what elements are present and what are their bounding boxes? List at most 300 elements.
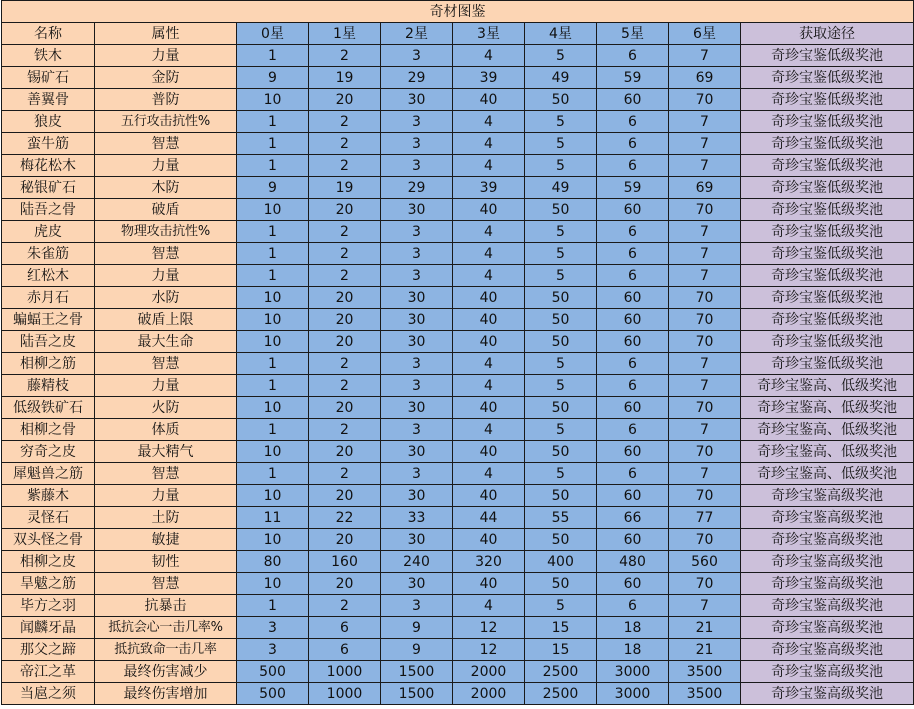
attribute-cell: 破盾上限 xyxy=(95,309,237,331)
star-0-value-cell: 9 xyxy=(237,177,309,199)
material-name-cell: 锡矿石 xyxy=(2,67,95,89)
star-3-value-cell: 40 xyxy=(453,331,525,353)
star-5-value-cell: 60 xyxy=(597,331,669,353)
star-4-value-cell: 5 xyxy=(525,221,597,243)
star-1-value-cell: 2 xyxy=(309,133,381,155)
table-row xyxy=(2,507,914,529)
star-3-value-cell: 2000 xyxy=(453,683,525,705)
source-cell: 奇珍宝鉴低级奖池 xyxy=(741,287,914,309)
star-0-value-cell: 1 xyxy=(237,155,309,177)
star-0-value-cell: 1 xyxy=(237,419,309,441)
table-row xyxy=(2,111,914,133)
table-row xyxy=(2,199,914,221)
star-6-value-cell: 21 xyxy=(669,639,741,661)
source-cell: 奇珍宝鉴低级奖池 xyxy=(741,45,914,67)
material-name-cell: 善翼骨 xyxy=(2,89,95,111)
material-name-cell: 朱雀筋 xyxy=(2,243,95,265)
material-name-cell: 相柳之骨 xyxy=(2,419,95,441)
star-5-value-cell: 6 xyxy=(597,243,669,265)
table-row xyxy=(2,133,914,155)
star-5-value-cell: 18 xyxy=(597,639,669,661)
star-3-value-cell: 39 xyxy=(453,177,525,199)
star-2-value-cell: 1500 xyxy=(381,683,453,705)
star-1-value-cell: 6 xyxy=(309,639,381,661)
star-3-value-cell: 4 xyxy=(453,221,525,243)
star-6-value-cell: 7 xyxy=(669,243,741,265)
star-3-value-cell: 4 xyxy=(453,111,525,133)
star-4-value-cell: 50 xyxy=(525,485,597,507)
material-name-cell: 那父之蹄 xyxy=(2,639,95,661)
star-5-value-cell: 66 xyxy=(597,507,669,529)
attribute-cell: 物理攻击抗性% xyxy=(95,221,237,243)
star-4-value-cell: 15 xyxy=(525,617,597,639)
star-2-value-cell: 29 xyxy=(381,177,453,199)
star-3-value-cell: 4 xyxy=(453,155,525,177)
star-4-value-cell: 50 xyxy=(525,309,597,331)
material-name-cell: 旱魃之筋 xyxy=(2,573,95,595)
star-0-value-cell: 10 xyxy=(237,331,309,353)
table-row xyxy=(2,243,914,265)
star-5-value-cell: 6 xyxy=(597,375,669,397)
star-3-value-cell: 4 xyxy=(453,595,525,617)
star-4-value-cell: 50 xyxy=(525,573,597,595)
star-2-value-cell: 30 xyxy=(381,529,453,551)
attribute-cell: 力量 xyxy=(95,375,237,397)
star-3-value-cell: 4 xyxy=(453,463,525,485)
star-3-value-cell: 4 xyxy=(453,243,525,265)
star-4-value-cell: 15 xyxy=(525,639,597,661)
star-4-value-cell: 2500 xyxy=(525,683,597,705)
star-5-value-cell: 3000 xyxy=(597,683,669,705)
star-4-value-cell: 5 xyxy=(525,353,597,375)
star-1-value-cell: 2 xyxy=(309,463,381,485)
star-6-value-cell: 7 xyxy=(669,45,741,67)
star-1-value-cell: 2 xyxy=(309,111,381,133)
star-1-value-cell: 2 xyxy=(309,265,381,287)
star-3-value-cell: 4 xyxy=(453,353,525,375)
star-6-value-cell: 7 xyxy=(669,463,741,485)
table-row xyxy=(2,661,914,683)
source-cell: 奇珍宝鉴低级奖池 xyxy=(741,199,914,221)
star-3-value-cell: 4 xyxy=(453,375,525,397)
star-5-value-cell: 6 xyxy=(597,155,669,177)
star-4-value-cell: 2500 xyxy=(525,661,597,683)
table-row xyxy=(2,639,914,661)
star-1-value-cell: 2 xyxy=(309,155,381,177)
star-1-value-cell: 1000 xyxy=(309,661,381,683)
material-name-cell: 赤月石 xyxy=(2,287,95,309)
attribute-cell: 力量 xyxy=(95,265,237,287)
star-3-value-cell: 40 xyxy=(453,199,525,221)
star-0-value-cell: 1 xyxy=(237,111,309,133)
table-row xyxy=(2,155,914,177)
table-title: 奇材图鉴 xyxy=(2,1,914,23)
star-5-value-cell: 6 xyxy=(597,353,669,375)
star-4-value-cell: 5 xyxy=(525,595,597,617)
star-3-value-cell: 40 xyxy=(453,309,525,331)
star-0-value-cell: 10 xyxy=(237,529,309,551)
star-5-value-cell: 3000 xyxy=(597,661,669,683)
star-2-value-cell: 3 xyxy=(381,353,453,375)
header-star-5: 5星 xyxy=(597,23,669,45)
star-1-value-cell: 160 xyxy=(309,551,381,573)
star-4-value-cell: 49 xyxy=(525,67,597,89)
star-0-value-cell: 1 xyxy=(237,243,309,265)
source-cell: 奇珍宝鉴高级奖池 xyxy=(741,551,914,573)
table-row xyxy=(2,595,914,617)
star-3-value-cell: 12 xyxy=(453,639,525,661)
star-5-value-cell: 60 xyxy=(597,199,669,221)
star-1-value-cell: 2 xyxy=(309,419,381,441)
star-6-value-cell: 7 xyxy=(669,265,741,287)
attribute-cell: 智慧 xyxy=(95,243,237,265)
star-2-value-cell: 3 xyxy=(381,265,453,287)
star-0-value-cell: 80 xyxy=(237,551,309,573)
star-4-value-cell: 5 xyxy=(525,419,597,441)
star-3-value-cell: 4 xyxy=(453,133,525,155)
star-4-value-cell: 55 xyxy=(525,507,597,529)
star-2-value-cell: 3 xyxy=(381,243,453,265)
material-name-cell: 帝江之革 xyxy=(2,661,95,683)
attribute-cell: 金防 xyxy=(95,67,237,89)
star-3-value-cell: 40 xyxy=(453,441,525,463)
star-6-value-cell: 70 xyxy=(669,573,741,595)
table-row xyxy=(2,683,914,705)
source-cell: 奇珍宝鉴高、低级奖池 xyxy=(741,397,914,419)
source-cell: 奇珍宝鉴高级奖池 xyxy=(741,683,914,705)
star-2-value-cell: 1500 xyxy=(381,661,453,683)
material-name-cell: 毕方之羽 xyxy=(2,595,95,617)
star-6-value-cell: 70 xyxy=(669,441,741,463)
attribute-cell: 火防 xyxy=(95,397,237,419)
star-1-value-cell: 19 xyxy=(309,67,381,89)
table-row xyxy=(2,573,914,595)
star-5-value-cell: 6 xyxy=(597,111,669,133)
star-2-value-cell: 3 xyxy=(381,463,453,485)
star-0-value-cell: 1 xyxy=(237,375,309,397)
star-6-value-cell: 7 xyxy=(669,221,741,243)
star-4-value-cell: 50 xyxy=(525,331,597,353)
star-5-value-cell: 60 xyxy=(597,573,669,595)
star-2-value-cell: 30 xyxy=(381,573,453,595)
star-6-value-cell: 3500 xyxy=(669,661,741,683)
star-1-value-cell: 20 xyxy=(309,287,381,309)
header-attr: 属性 xyxy=(95,23,237,45)
star-6-value-cell: 3500 xyxy=(669,683,741,705)
star-0-value-cell: 1 xyxy=(237,595,309,617)
attribute-cell: 力量 xyxy=(95,485,237,507)
star-1-value-cell: 2 xyxy=(309,375,381,397)
star-5-value-cell: 6 xyxy=(597,45,669,67)
star-5-value-cell: 6 xyxy=(597,463,669,485)
star-2-value-cell: 240 xyxy=(381,551,453,573)
attribute-cell: 力量 xyxy=(95,155,237,177)
star-5-value-cell: 60 xyxy=(597,529,669,551)
table-row xyxy=(2,353,914,375)
header-star-0: 0星 xyxy=(237,23,309,45)
star-0-value-cell: 1 xyxy=(237,353,309,375)
material-name-cell: 穷奇之皮 xyxy=(2,441,95,463)
star-6-value-cell: 7 xyxy=(669,133,741,155)
material-name-cell: 当扈之须 xyxy=(2,683,95,705)
table-row xyxy=(2,265,914,287)
star-4-value-cell: 400 xyxy=(525,551,597,573)
source-cell: 奇珍宝鉴高级奖池 xyxy=(741,485,914,507)
star-1-value-cell: 22 xyxy=(309,507,381,529)
attribute-cell: 破盾 xyxy=(95,199,237,221)
material-name-cell: 梅花松木 xyxy=(2,155,95,177)
star-4-value-cell: 5 xyxy=(525,155,597,177)
source-cell: 奇珍宝鉴高级奖池 xyxy=(741,639,914,661)
star-2-value-cell: 29 xyxy=(381,67,453,89)
header-star-1: 1星 xyxy=(309,23,381,45)
source-cell: 奇珍宝鉴低级奖池 xyxy=(741,221,914,243)
source-cell: 奇珍宝鉴低级奖池 xyxy=(741,331,914,353)
material-name-cell: 陆吾之骨 xyxy=(2,199,95,221)
star-1-value-cell: 20 xyxy=(309,199,381,221)
star-0-value-cell: 10 xyxy=(237,573,309,595)
star-2-value-cell: 3 xyxy=(381,419,453,441)
star-1-value-cell: 2 xyxy=(309,45,381,67)
star-0-value-cell: 10 xyxy=(237,309,309,331)
header-star-6: 6星 xyxy=(669,23,741,45)
star-2-value-cell: 9 xyxy=(381,639,453,661)
star-2-value-cell: 3 xyxy=(381,595,453,617)
star-0-value-cell: 10 xyxy=(237,199,309,221)
star-4-value-cell: 50 xyxy=(525,397,597,419)
table-row xyxy=(2,529,914,551)
table-row xyxy=(2,375,914,397)
table-row xyxy=(2,331,914,353)
star-5-value-cell: 60 xyxy=(597,441,669,463)
star-1-value-cell: 20 xyxy=(309,397,381,419)
star-2-value-cell: 30 xyxy=(381,309,453,331)
source-cell: 奇珍宝鉴高、低级奖池 xyxy=(741,375,914,397)
header-name: 名称 xyxy=(2,23,95,45)
material-name-cell: 陆吾之皮 xyxy=(2,331,95,353)
star-2-value-cell: 3 xyxy=(381,111,453,133)
material-name-cell: 犀魁兽之筋 xyxy=(2,463,95,485)
star-1-value-cell: 6 xyxy=(309,617,381,639)
star-3-value-cell: 12 xyxy=(453,617,525,639)
source-cell: 奇珍宝鉴低级奖池 xyxy=(741,67,914,89)
star-3-value-cell: 40 xyxy=(453,573,525,595)
star-1-value-cell: 2 xyxy=(309,353,381,375)
material-name-cell: 秘银矿石 xyxy=(2,177,95,199)
star-5-value-cell: 480 xyxy=(597,551,669,573)
star-1-value-cell: 2 xyxy=(309,595,381,617)
source-cell: 奇珍宝鉴高级奖池 xyxy=(741,617,914,639)
star-5-value-cell: 60 xyxy=(597,397,669,419)
header-source: 获取途径 xyxy=(741,23,914,45)
attribute-cell: 最终伤害减少 xyxy=(95,661,237,683)
star-3-value-cell: 4 xyxy=(453,45,525,67)
attribute-cell: 水防 xyxy=(95,287,237,309)
star-6-value-cell: 70 xyxy=(669,397,741,419)
star-5-value-cell: 18 xyxy=(597,617,669,639)
star-0-value-cell: 3 xyxy=(237,639,309,661)
star-5-value-cell: 6 xyxy=(597,133,669,155)
table-row xyxy=(2,419,914,441)
star-0-value-cell: 1 xyxy=(237,463,309,485)
table-row xyxy=(2,485,914,507)
source-cell: 奇珍宝鉴高级奖池 xyxy=(741,507,914,529)
table-row xyxy=(2,309,914,331)
header-row xyxy=(2,23,914,45)
source-cell: 奇珍宝鉴低级奖池 xyxy=(741,111,914,133)
attribute-cell: 最大精气 xyxy=(95,441,237,463)
material-name-cell: 紫藤木 xyxy=(2,485,95,507)
star-1-value-cell: 20 xyxy=(309,485,381,507)
attribute-cell: 智慧 xyxy=(95,353,237,375)
star-2-value-cell: 3 xyxy=(381,155,453,177)
attribute-cell: 最终伤害增加 xyxy=(95,683,237,705)
table-row xyxy=(2,67,914,89)
source-cell: 奇珍宝鉴高、低级奖池 xyxy=(741,419,914,441)
star-1-value-cell: 20 xyxy=(309,441,381,463)
star-2-value-cell: 9 xyxy=(381,617,453,639)
star-6-value-cell: 7 xyxy=(669,419,741,441)
star-2-value-cell: 30 xyxy=(381,287,453,309)
star-4-value-cell: 5 xyxy=(525,243,597,265)
star-6-value-cell: 70 xyxy=(669,89,741,111)
table-row xyxy=(2,617,914,639)
star-0-value-cell: 1 xyxy=(237,45,309,67)
star-0-value-cell: 10 xyxy=(237,485,309,507)
star-6-value-cell: 70 xyxy=(669,199,741,221)
source-cell: 奇珍宝鉴高、低级奖池 xyxy=(741,441,914,463)
star-2-value-cell: 3 xyxy=(381,45,453,67)
star-3-value-cell: 4 xyxy=(453,419,525,441)
source-cell: 奇珍宝鉴低级奖池 xyxy=(741,89,914,111)
star-3-value-cell: 40 xyxy=(453,287,525,309)
star-1-value-cell: 20 xyxy=(309,529,381,551)
star-1-value-cell: 20 xyxy=(309,573,381,595)
star-4-value-cell: 5 xyxy=(525,133,597,155)
star-0-value-cell: 10 xyxy=(237,441,309,463)
star-6-value-cell: 560 xyxy=(669,551,741,573)
header-star-4: 4星 xyxy=(525,23,597,45)
source-cell: 奇珍宝鉴高级奖池 xyxy=(741,595,914,617)
star-4-value-cell: 5 xyxy=(525,375,597,397)
star-6-value-cell: 7 xyxy=(669,375,741,397)
source-cell: 奇珍宝鉴高级奖池 xyxy=(741,529,914,551)
star-2-value-cell: 3 xyxy=(381,375,453,397)
attribute-cell: 力量 xyxy=(95,45,237,67)
star-4-value-cell: 50 xyxy=(525,287,597,309)
material-name-cell: 相柳之皮 xyxy=(2,551,95,573)
star-1-value-cell: 20 xyxy=(309,331,381,353)
source-cell: 奇珍宝鉴低级奖池 xyxy=(741,133,914,155)
star-0-value-cell: 11 xyxy=(237,507,309,529)
star-0-value-cell: 10 xyxy=(237,287,309,309)
attribute-cell: 韧性 xyxy=(95,551,237,573)
star-6-value-cell: 70 xyxy=(669,309,741,331)
star-5-value-cell: 59 xyxy=(597,67,669,89)
source-cell: 奇珍宝鉴高级奖池 xyxy=(741,661,914,683)
star-0-value-cell: 1 xyxy=(237,265,309,287)
header-star-3: 3星 xyxy=(453,23,525,45)
star-1-value-cell: 20 xyxy=(309,309,381,331)
attribute-cell: 抵抗致命一击几率 xyxy=(95,639,237,661)
star-5-value-cell: 6 xyxy=(597,595,669,617)
source-cell: 奇珍宝鉴低级奖池 xyxy=(741,353,914,375)
material-name-cell: 蝙蝠王之骨 xyxy=(2,309,95,331)
star-0-value-cell: 1 xyxy=(237,221,309,243)
attribute-cell: 敏捷 xyxy=(95,529,237,551)
star-4-value-cell: 5 xyxy=(525,265,597,287)
star-3-value-cell: 39 xyxy=(453,67,525,89)
star-4-value-cell: 50 xyxy=(525,89,597,111)
star-0-value-cell: 10 xyxy=(237,89,309,111)
star-5-value-cell: 60 xyxy=(597,309,669,331)
star-5-value-cell: 6 xyxy=(597,265,669,287)
header-star-2: 2星 xyxy=(381,23,453,45)
source-cell: 奇珍宝鉴低级奖池 xyxy=(741,155,914,177)
source-cell: 奇珍宝鉴高、低级奖池 xyxy=(741,463,914,485)
star-1-value-cell: 1000 xyxy=(309,683,381,705)
material-table xyxy=(1,0,914,705)
material-name-cell: 虎皮 xyxy=(2,221,95,243)
star-6-value-cell: 77 xyxy=(669,507,741,529)
attribute-cell: 体质 xyxy=(95,419,237,441)
star-2-value-cell: 30 xyxy=(381,89,453,111)
star-6-value-cell: 69 xyxy=(669,67,741,89)
table-row xyxy=(2,551,914,573)
star-2-value-cell: 3 xyxy=(381,133,453,155)
star-6-value-cell: 21 xyxy=(669,617,741,639)
star-6-value-cell: 69 xyxy=(669,177,741,199)
star-1-value-cell: 20 xyxy=(309,89,381,111)
star-2-value-cell: 30 xyxy=(381,485,453,507)
star-0-value-cell: 3 xyxy=(237,617,309,639)
star-2-value-cell: 30 xyxy=(381,441,453,463)
table-row xyxy=(2,45,914,67)
star-2-value-cell: 30 xyxy=(381,331,453,353)
star-5-value-cell: 59 xyxy=(597,177,669,199)
material-name-cell: 蛮牛筋 xyxy=(2,133,95,155)
star-0-value-cell: 9 xyxy=(237,67,309,89)
star-5-value-cell: 60 xyxy=(597,89,669,111)
attribute-cell: 最大生命 xyxy=(95,331,237,353)
material-name-cell: 低级铁矿石 xyxy=(2,397,95,419)
table-row xyxy=(2,441,914,463)
source-cell: 奇珍宝鉴低级奖池 xyxy=(741,177,914,199)
star-6-value-cell: 7 xyxy=(669,595,741,617)
material-name-cell: 相柳之筋 xyxy=(2,353,95,375)
star-0-value-cell: 500 xyxy=(237,683,309,705)
star-2-value-cell: 3 xyxy=(381,221,453,243)
material-name-cell: 红松木 xyxy=(2,265,95,287)
attribute-cell: 智慧 xyxy=(95,573,237,595)
star-3-value-cell: 40 xyxy=(453,485,525,507)
star-6-value-cell: 7 xyxy=(669,155,741,177)
table-row xyxy=(2,397,914,419)
table-row xyxy=(2,287,914,309)
star-6-value-cell: 70 xyxy=(669,485,741,507)
star-4-value-cell: 5 xyxy=(525,111,597,133)
table-row xyxy=(2,177,914,199)
material-name-cell: 铁木 xyxy=(2,45,95,67)
attribute-cell: 智慧 xyxy=(95,133,237,155)
star-2-value-cell: 30 xyxy=(381,397,453,419)
attribute-cell: 抗暴击 xyxy=(95,595,237,617)
star-3-value-cell: 40 xyxy=(453,89,525,111)
star-2-value-cell: 30 xyxy=(381,199,453,221)
star-5-value-cell: 60 xyxy=(597,485,669,507)
star-5-value-cell: 6 xyxy=(597,419,669,441)
star-0-value-cell: 500 xyxy=(237,661,309,683)
